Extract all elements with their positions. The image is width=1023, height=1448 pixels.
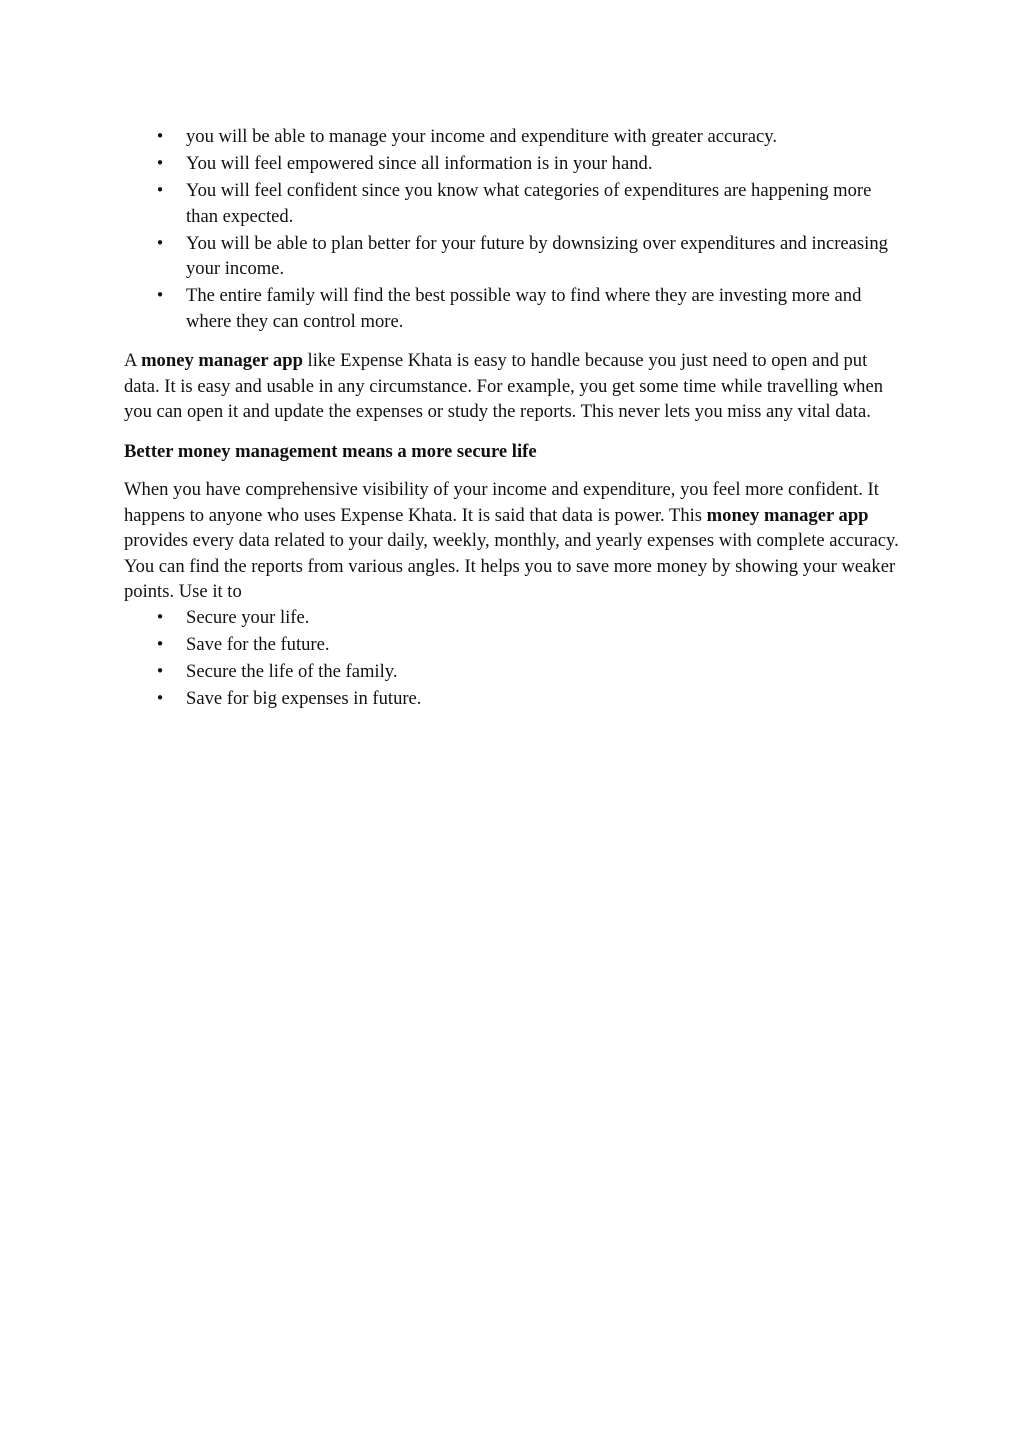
list-item-text: You will feel confident since you know what categories of expenditures are happening more than expected. bbox=[186, 180, 872, 227]
list-item-text: you will be able to manage your income and expenditure with greater accuracy. bbox=[186, 126, 777, 147]
secure-life-paragraph bbox=[124, 477, 904, 605]
bullet-icon: • bbox=[155, 661, 165, 680]
bold-keyword: money manager app bbox=[706, 504, 869, 526]
paragraph-prefix: When you have comprehensive visibility of your income and expenditure, you feel more confident. It happens to anyone who uses Expense Khata. It is said that data is power. This bbox=[124, 479, 879, 526]
bullet-icon: • bbox=[155, 688, 165, 707]
bullet-icon: • bbox=[155, 286, 165, 304]
list-item bbox=[124, 178, 904, 229]
list-item-text: Secure your life. bbox=[186, 606, 310, 628]
list-item-text: You will be able to plan better for your future by downsizing over expenditures and increasing your income. bbox=[186, 232, 888, 279]
list-item bbox=[124, 124, 904, 150]
bold-keyword: money manager app bbox=[141, 350, 303, 371]
list-item bbox=[124, 151, 904, 177]
list-item bbox=[124, 605, 904, 631]
list-item-text: The entire family will find the best possible way to find where they are investing more and where they can control more. bbox=[186, 285, 862, 332]
list-item bbox=[124, 283, 904, 334]
bullet-icon: • bbox=[155, 233, 165, 252]
list-item-text: You will feel empowered since all information is in your hand. bbox=[186, 153, 653, 174]
list-item bbox=[124, 632, 904, 658]
paragraph-body: provides every data related to your daily, weekly, monthly, and yearly expenses with complete accuracy. You can find the reports from various angles. It helps you to save more money by showing your weaker points. Use it to bbox=[124, 530, 899, 602]
benefits-list bbox=[124, 124, 904, 334]
bullet-icon: • bbox=[155, 154, 165, 172]
list-item-text: Save for the future. bbox=[186, 633, 330, 655]
bullet-icon: • bbox=[155, 127, 165, 145]
uses-list bbox=[124, 605, 904, 712]
list-item-text: Secure the life of the family. bbox=[186, 660, 398, 682]
bullet-icon: • bbox=[155, 607, 165, 626]
bullet-icon: • bbox=[155, 634, 165, 653]
money-manager-paragraph bbox=[124, 348, 904, 425]
document-page bbox=[124, 124, 904, 713]
list-item bbox=[124, 231, 904, 282]
list-item bbox=[124, 686, 904, 712]
list-item bbox=[124, 659, 904, 685]
paragraph-body: like Expense Khata is easy to handle because you just need to open and put data. It is easy and usable in any circumstance. For example, you get some time while travelling when you can open it and update the expenses or study the reports. This never lets you miss any vital data. bbox=[124, 350, 884, 422]
section-heading: Better money management means a more secure life bbox=[124, 440, 537, 462]
paragraph-prefix: A bbox=[124, 350, 142, 371]
list-item-text: Save for big expenses in future. bbox=[186, 687, 422, 709]
bullet-icon: • bbox=[155, 181, 165, 199]
